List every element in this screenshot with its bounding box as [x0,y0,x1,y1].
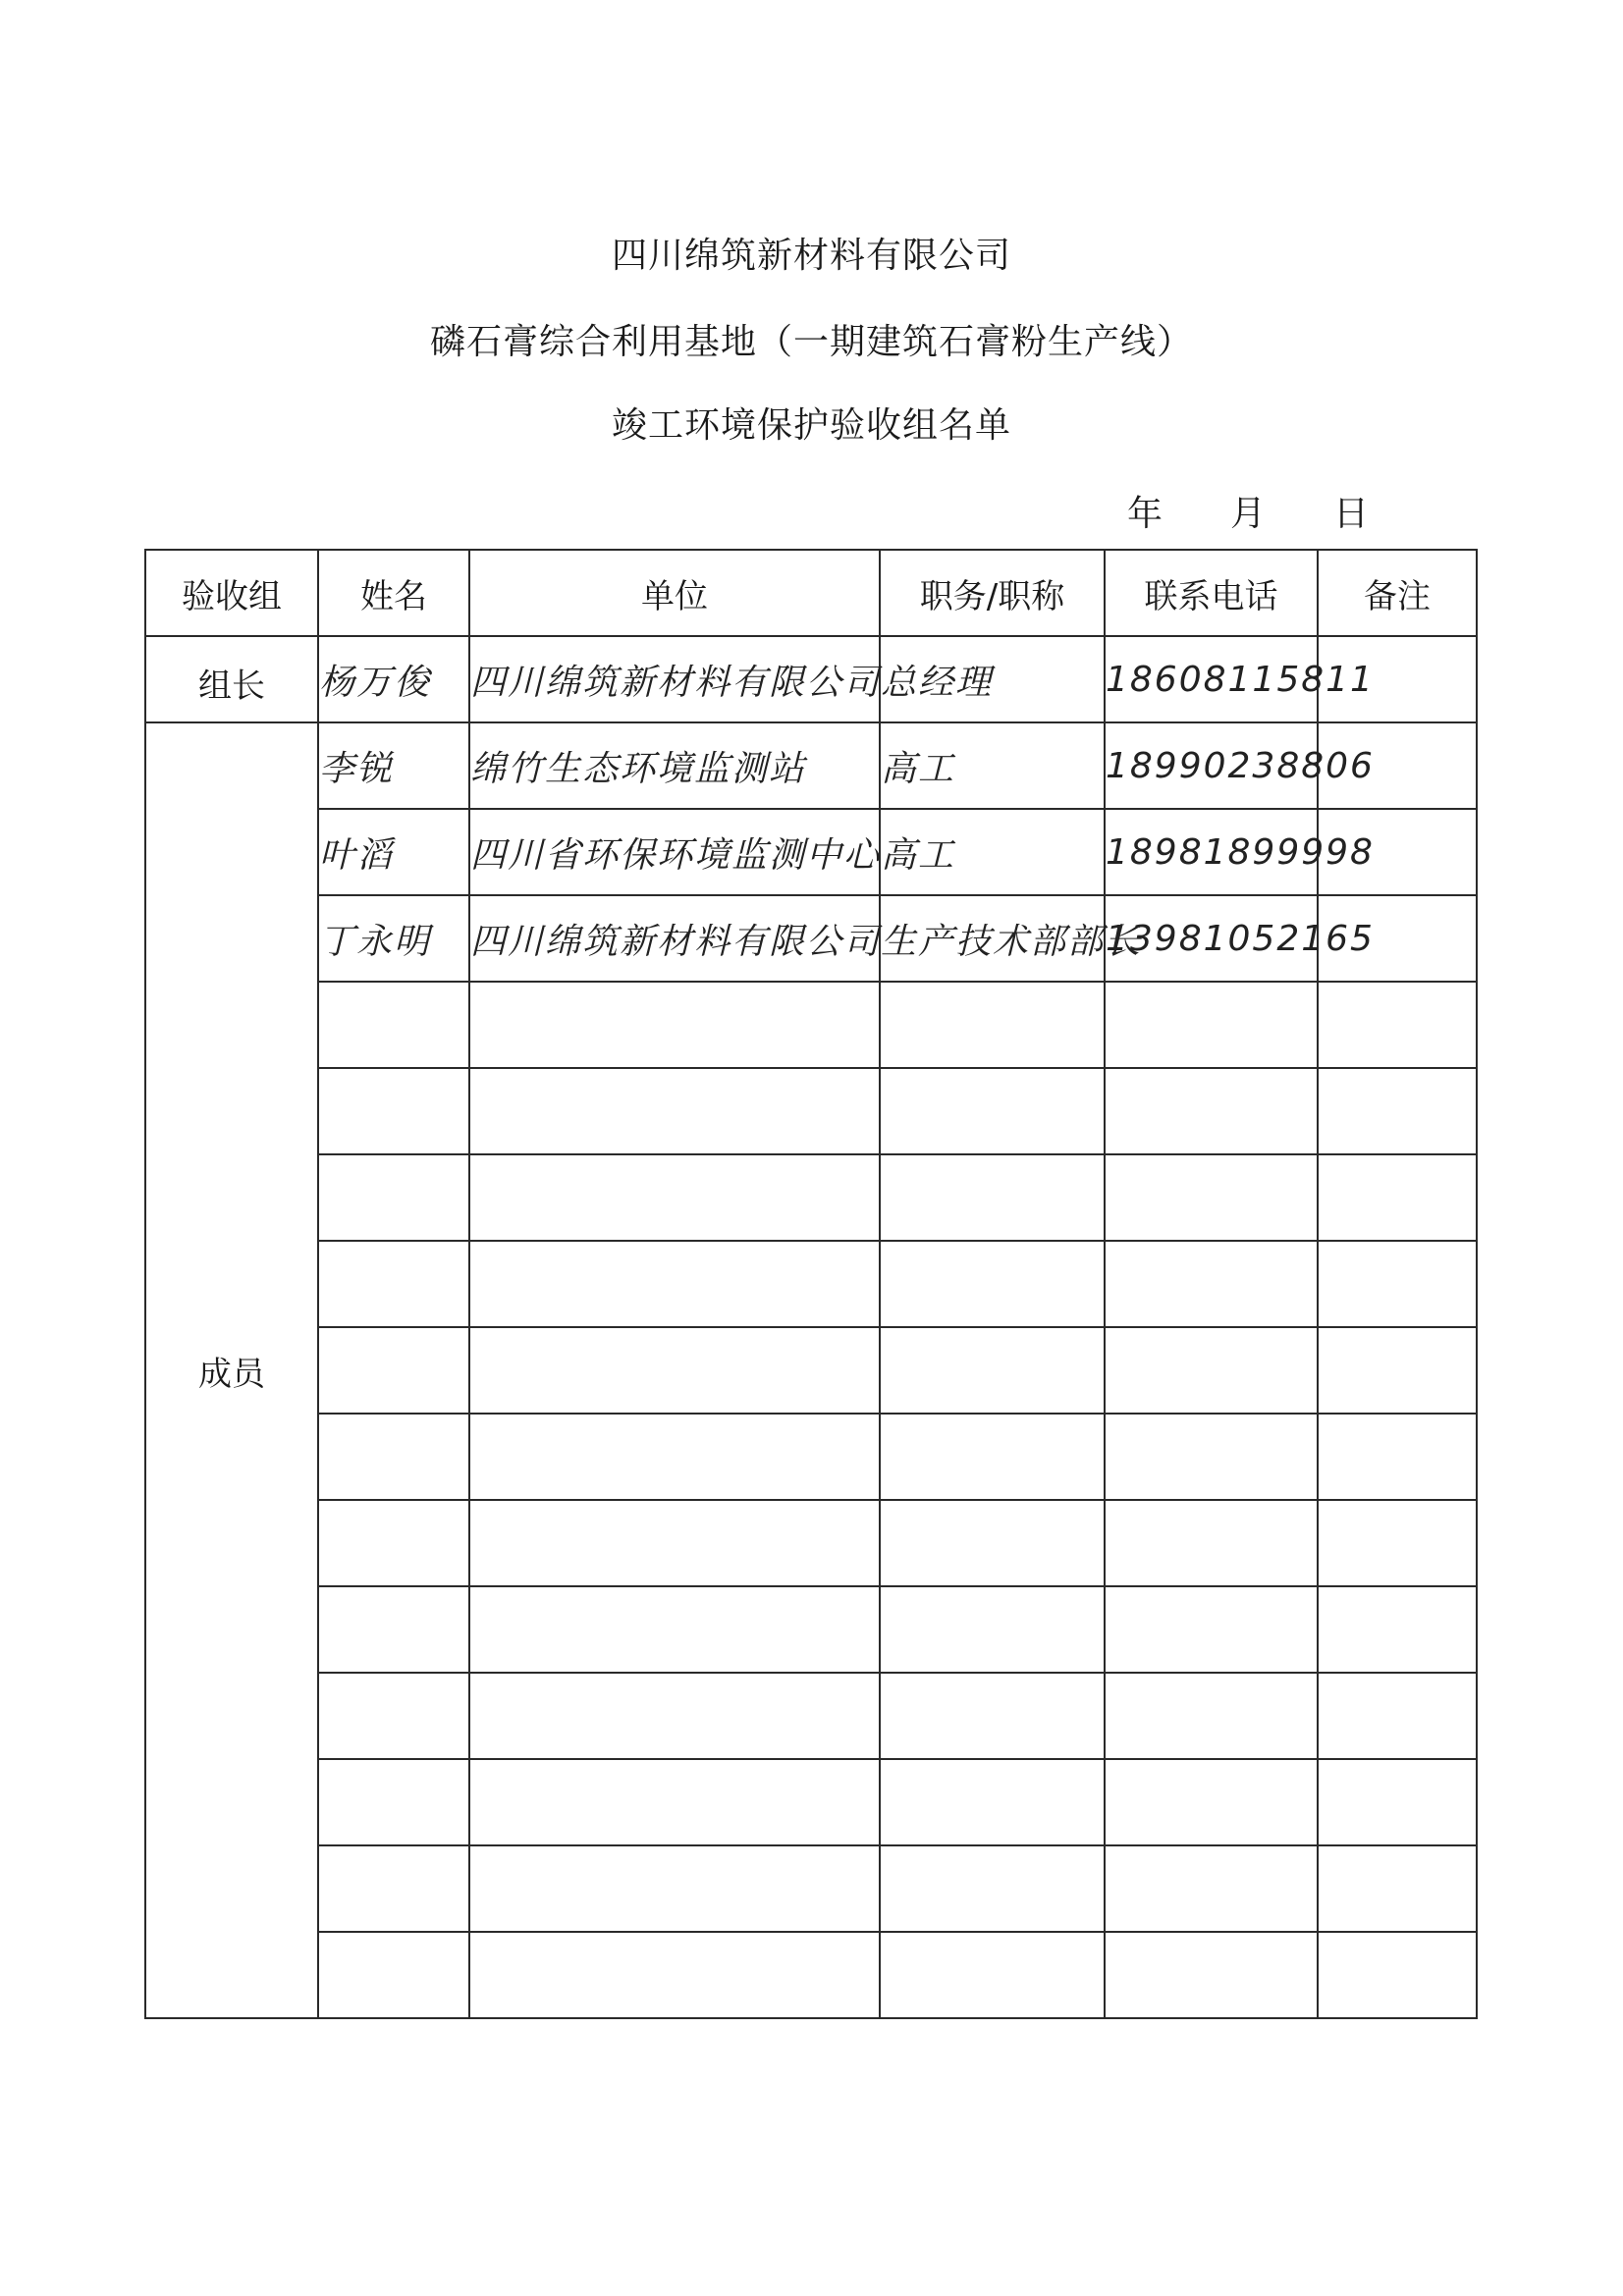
member-phone-cell [1105,982,1318,1068]
member-note-cell [1318,1154,1477,1241]
member-title-cell [880,1845,1105,1932]
table-row [145,1673,1477,1759]
company-name: 四川绵筑新材料有限公司 [611,236,1011,276]
member-note-cell [1318,1414,1477,1500]
member-unit-cell: 四川省环保环境监测中心 [469,809,880,895]
member-unit-cell [469,1759,880,1845]
member-phone-cell: 18981899998 [1105,809,1318,895]
table-row [145,1241,1477,1327]
member-unit-cell [469,1414,880,1500]
member-name-cell [318,1932,469,2018]
leader-phone: 18608115811 [1105,636,1318,722]
member-phone-cell [1105,1845,1318,1932]
member-title-cell [880,1500,1105,1586]
member-phone-cell [1105,1241,1318,1327]
member-name-cell [318,1068,469,1154]
date-year: 年 [1127,494,1163,534]
member-phone-cell [1105,1500,1318,1586]
member-name-cell: 丁永明 [318,895,469,982]
leader-unit: 四川绵筑新材料有限公司 [469,636,880,722]
acceptance-team-table [144,549,1478,2019]
member-name-cell [318,1500,469,1586]
member-unit-cell [469,1068,880,1154]
member-name-cell [318,1845,469,1932]
member-unit-cell [469,1932,880,2018]
member-name-cell [318,1586,469,1673]
table-row [145,1414,1477,1500]
member-note-cell [1318,1586,1477,1673]
column-header-phone: 联系电话 [1105,550,1318,636]
member-title-cell: 高工 [880,809,1105,895]
member-name-cell [318,1414,469,1500]
member-note-cell [1318,1241,1477,1327]
member-unit-cell [469,1327,880,1414]
table-row [145,1586,1477,1673]
member-name-cell [318,1759,469,1845]
member-note-cell [1318,982,1477,1068]
member-phone-cell: 13981052165 [1105,895,1318,982]
table-row [145,636,1477,722]
member-unit-cell [469,1586,880,1673]
date-month: 月 [1230,494,1267,534]
member-unit-cell [469,1154,880,1241]
member-title-cell [880,982,1105,1068]
table-row [145,895,1477,982]
member-note-cell [1318,1759,1477,1845]
member-title-cell [880,1673,1105,1759]
column-header-unit: 单位 [469,550,880,636]
table-row [145,809,1477,895]
member-unit-cell [469,982,880,1068]
member-unit-cell: 绵竹生态环境监测站 [469,722,880,809]
project-name: 磷石膏综合利用基地（一期建筑石膏粉生产线） [429,322,1193,362]
leader-title: 总经理 [880,636,1105,722]
column-header-note: 备注 [1318,550,1477,636]
member-phone-cell [1105,1586,1318,1673]
member-label: 成员 [198,1354,265,1394]
member-unit-cell: 四川绵筑新材料有限公司 [469,895,880,982]
table-header-row [145,550,1477,636]
member-title-cell: 高工 [880,722,1105,809]
member-note-cell [1318,1932,1477,2018]
member-unit-cell [469,1673,880,1759]
member-name-cell [318,1673,469,1759]
member-note-cell [1318,1068,1477,1154]
table-row [145,1845,1477,1932]
member-title-cell [880,1068,1105,1154]
table-row [145,982,1477,1068]
member-phone-cell: 18990238806 [1105,722,1318,809]
document-title: 竣工环境保护验收组名单 [611,405,1011,446]
member-unit-cell [469,1845,880,1932]
member-label-cell [145,722,318,2018]
member-note-cell [1318,1327,1477,1414]
member-title-cell [880,1414,1105,1500]
member-name-cell [318,1154,469,1241]
table-row [145,1327,1477,1414]
member-phone-cell [1105,1759,1318,1845]
leader-label-cell [145,636,318,722]
member-title-cell: 生产技术部部长 [880,895,1105,982]
member-name-cell [318,982,469,1068]
member-phone-cell [1105,1154,1318,1241]
member-title-cell [880,1932,1105,2018]
member-note-cell [1318,1500,1477,1586]
member-name-cell: 李锐 [318,722,469,809]
member-phone-cell [1105,1327,1318,1414]
column-header-name: 姓名 [318,550,469,636]
member-name-cell [318,1241,469,1327]
member-title-cell [880,1759,1105,1845]
member-phone-cell [1105,1414,1318,1500]
column-header-title: 职务/职称 [880,550,1105,636]
member-note-cell [1318,1673,1477,1759]
leader-label: 组长 [198,667,265,706]
table-row [145,1154,1477,1241]
table-row [145,1500,1477,1586]
member-title-cell [880,1327,1105,1414]
member-title-cell [880,1154,1105,1241]
table-row [145,1068,1477,1154]
date-day: 日 [1333,494,1370,534]
member-unit-cell [469,1500,880,1586]
column-header-group: 验收组 [145,550,318,636]
member-note-cell [1318,1845,1477,1932]
member-unit-cell [469,1241,880,1327]
member-phone-cell [1105,1068,1318,1154]
member-title-cell [880,1586,1105,1673]
table-row [145,722,1477,809]
member-phone-cell [1105,1932,1318,2018]
table-row [145,1932,1477,2018]
leader-name: 杨万俊 [318,636,469,722]
member-name-cell [318,1327,469,1414]
table-row [145,1759,1477,1845]
member-phone-cell [1105,1673,1318,1759]
member-name-cell: 叶滔 [318,809,469,895]
member-title-cell [880,1241,1105,1327]
